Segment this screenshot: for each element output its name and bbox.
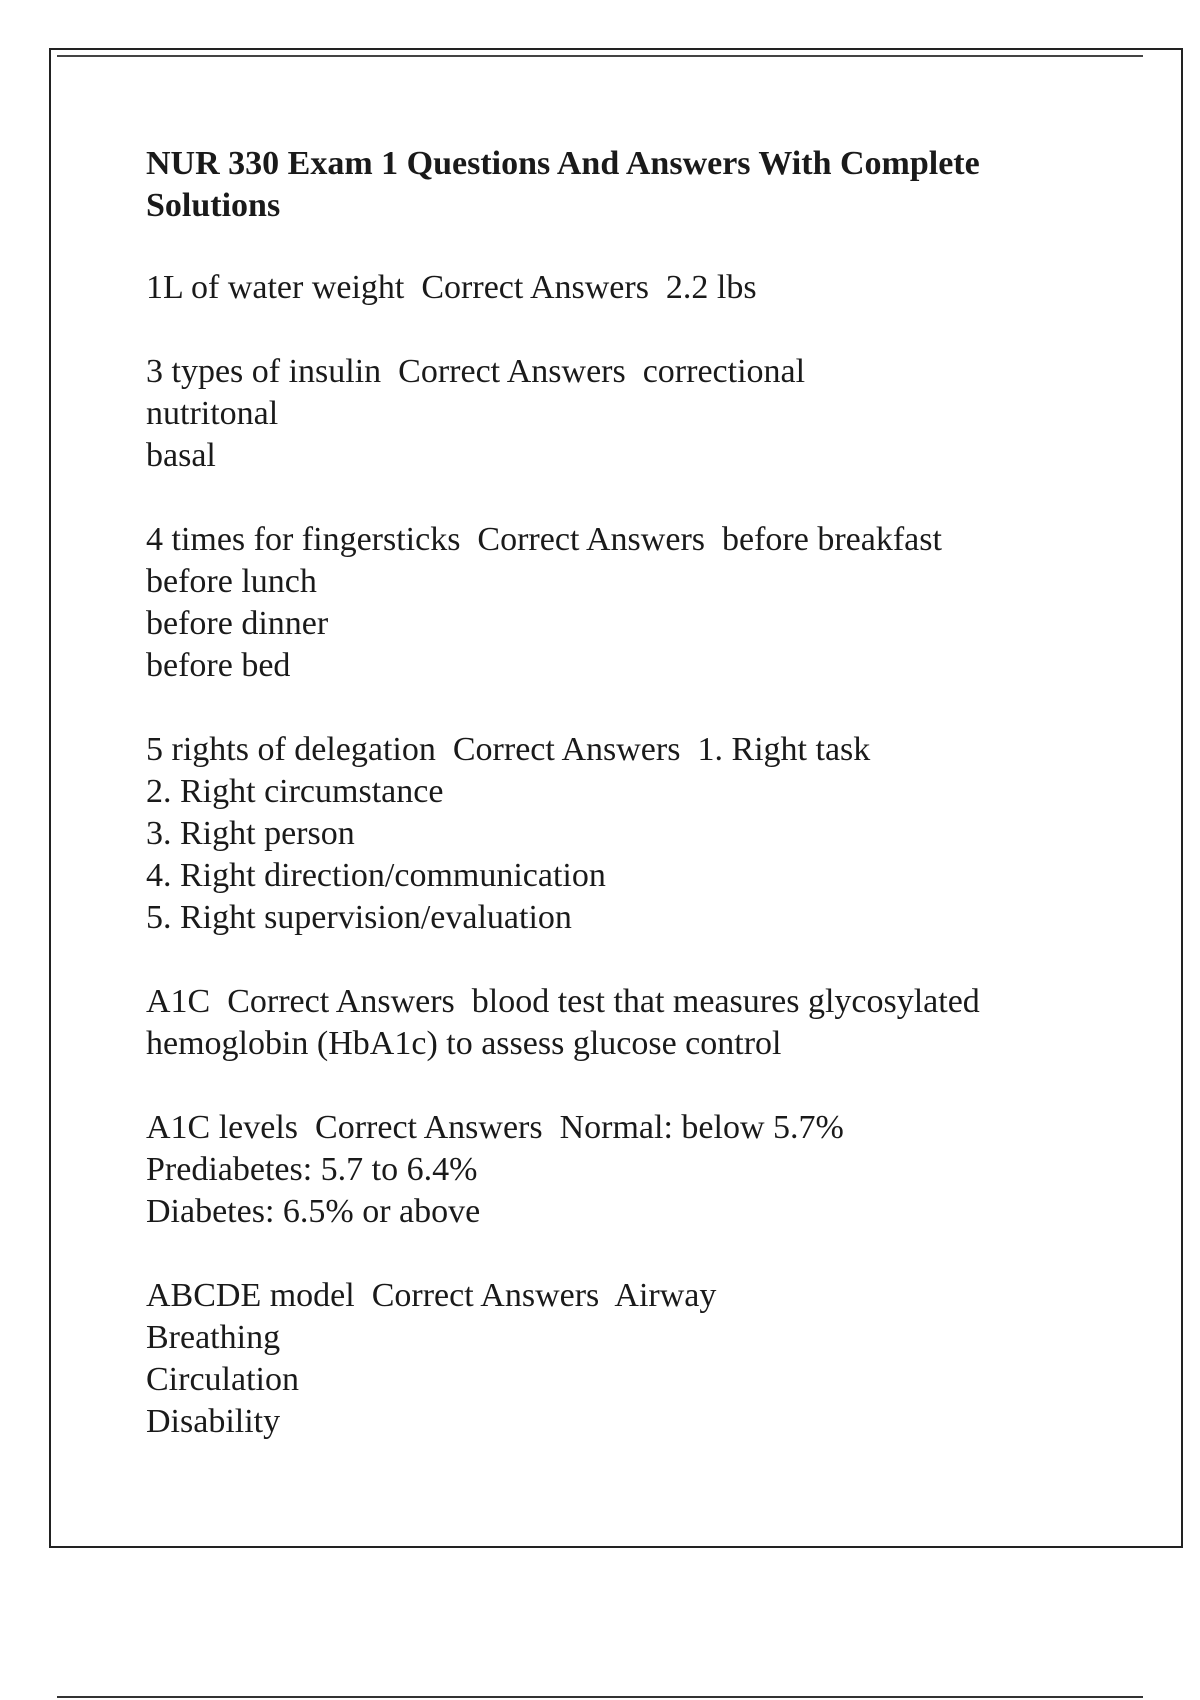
qa-line: Prediabetes: 5.7 to 6.4% (146, 1151, 478, 1188)
qa-line: 1L of water weight Correct Answers 2.2 lbs (146, 269, 757, 306)
qa-line: 2. Right circumstance (146, 773, 444, 810)
qa-item-insulin-types (146, 351, 1106, 477)
qa-line: 4 times for fingersticks Correct Answers before breakfast (146, 521, 942, 558)
qa-line: 4. Right direction/communication (146, 857, 606, 894)
qa-line: before lunch (146, 563, 317, 600)
qa-line: Circulation (146, 1361, 299, 1398)
qa-line: basal (146, 437, 216, 474)
bottom-rule (57, 1696, 1143, 1698)
qa-line: 3. Right person (146, 815, 355, 852)
qa-line: 3 types of insulin Correct Answers correctional (146, 353, 806, 390)
qa-line: Diabetes: 6.5% or above (146, 1193, 481, 1230)
document-content (146, 143, 1106, 1485)
qa-line: before bed (146, 647, 291, 684)
qa-line: ABCDE model Correct Answers Airway (146, 1277, 717, 1314)
qa-line: hemoglobin (HbA1c) to assess glucose control (146, 1025, 782, 1062)
qa-item-fingersticks (146, 519, 1106, 687)
qa-line: nutritonal (146, 395, 279, 432)
qa-item-a1c-levels (146, 1107, 1106, 1233)
qa-line: Disability (146, 1403, 281, 1440)
qa-line: Breathing (146, 1319, 281, 1356)
qa-item-delegation-rights (146, 729, 1106, 939)
qa-line: A1C Correct Answers blood test that measures glycosylated (146, 983, 980, 1020)
qa-line: A1C levels Correct Answers Normal: below 5.7% (146, 1109, 844, 1146)
qa-line: before dinner (146, 605, 329, 642)
qa-item-a1c (146, 981, 1106, 1065)
qa-item-abcde-model (146, 1275, 1106, 1443)
document-title: NUR 330 Exam 1 Questions And Answers With Complete Solutions (146, 145, 980, 224)
qa-line: 5 rights of delegation Correct Answers 1. Right task (146, 731, 871, 768)
top-rule (57, 55, 1143, 57)
qa-item-water-weight (146, 267, 1106, 309)
qa-line: 5. Right supervision/evaluation (146, 899, 572, 936)
